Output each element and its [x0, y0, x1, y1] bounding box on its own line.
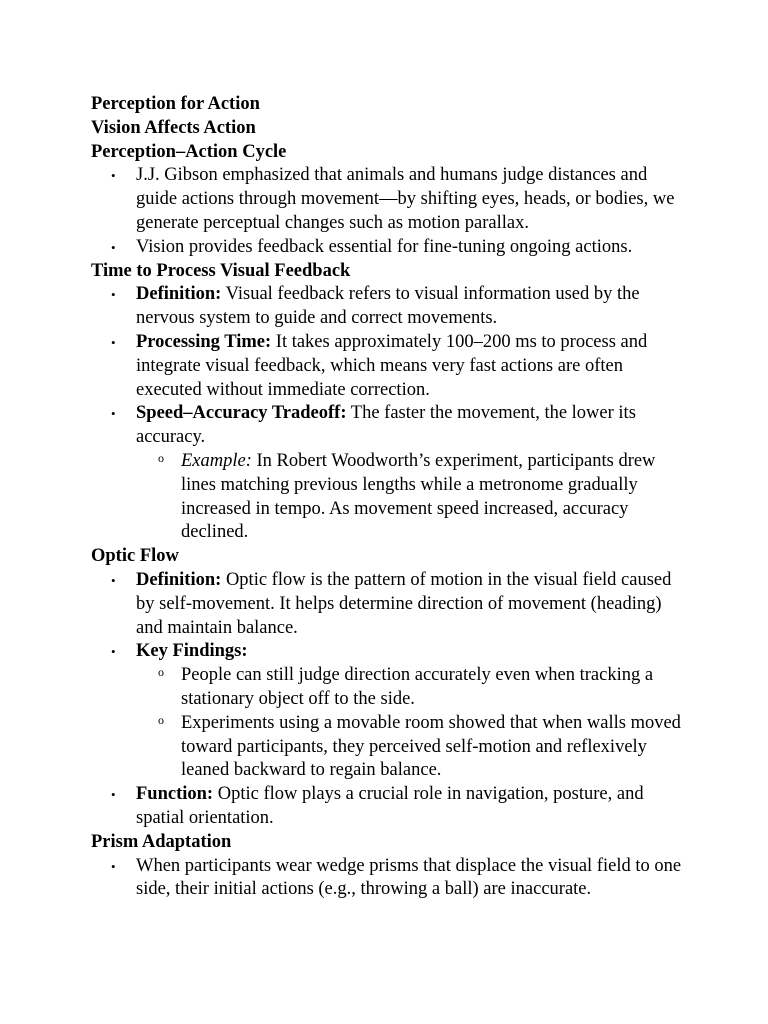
term-text: Visual feedback refers to visual information used by the nervous system to guide and correct movements. — [136, 284, 640, 329]
list-item — [91, 783, 691, 831]
tradeoff-sublist — [136, 450, 691, 545]
example-label: Example: — [181, 450, 252, 471]
list-item: • J.J. Gibson emphasized that animals and humans judge distances and guide actions through movement—by shifting eyes, heads, or bodies, we generate perceptual changes such as motion parallax. — [91, 164, 691, 235]
section-heading-time-to-process: Time to Process Visual Feedback — [91, 260, 351, 281]
term-label: Processing Time: — [136, 331, 272, 352]
example-text: In Robert Woodworth’s experiment, participants drew lines matching previous lengths while a metronome gradually increased in tempo. As movement speed increased, accuracy declined. — [181, 450, 656, 543]
list-item — [91, 402, 691, 545]
section-heading-vision-affects-action: Vision Affects Action — [91, 117, 256, 138]
term-text: It takes approximately 100–200 ms to process and integrate visual feedback, which means very fast actions are often executed without immediate correction. — [136, 331, 648, 400]
list-item — [91, 283, 691, 331]
section-heading-prism-adaptation: Prism Adaptation — [91, 831, 232, 852]
list-item — [91, 569, 691, 640]
visual-feedback-list — [91, 283, 691, 545]
sublist-item: o Experiments using a movable room showed that when walls moved toward participants, they perceived self-motion and reflexively leaned backward to regain balance. — [136, 712, 691, 783]
term-label: Key Findings: — [136, 641, 248, 662]
term-text: Optic flow plays a crucial role in navigation, posture, and spatial orientation. — [136, 784, 644, 828]
list-item — [91, 331, 691, 402]
term-label: Function: — [136, 784, 214, 805]
optic-flow-list — [91, 569, 691, 831]
perception-action-cycle-list — [91, 164, 691, 259]
term-label: Speed–Accuracy Tradeoff: — [136, 403, 347, 424]
term-label: Definition: — [136, 284, 222, 305]
document-title: Perception for Action — [91, 94, 260, 114]
list-item: • Vision provides feedback essential for fine-tuning ongoing actions. — [91, 236, 691, 260]
section-heading-optic-flow: Optic Flow — [91, 546, 179, 567]
term-text: Optic flow is the pattern of motion in the visual field caused by self-movement. It helps determine direction of movement (heading) and maintain balance. — [136, 569, 672, 638]
subsection-heading-perception-action-cycle: Perception–Action Cycle — [91, 141, 287, 162]
term-label: Definition: — [136, 569, 222, 590]
document-body — [91, 93, 691, 902]
sublist-item — [136, 450, 691, 545]
prism-adaptation-list — [91, 855, 691, 903]
list-item — [91, 640, 691, 783]
sublist-item: o People can still judge direction accurately even when tracking a stationary object off to the side. — [136, 664, 691, 712]
term-text: The faster the movement, the lower its accuracy. — [136, 403, 636, 448]
list-item: • When participants wear wedge prisms that displace the visual field to one side, their initial actions (e.g., throwing a ball) are inaccurate. — [91, 855, 691, 903]
key-findings-sublist — [136, 664, 691, 783]
